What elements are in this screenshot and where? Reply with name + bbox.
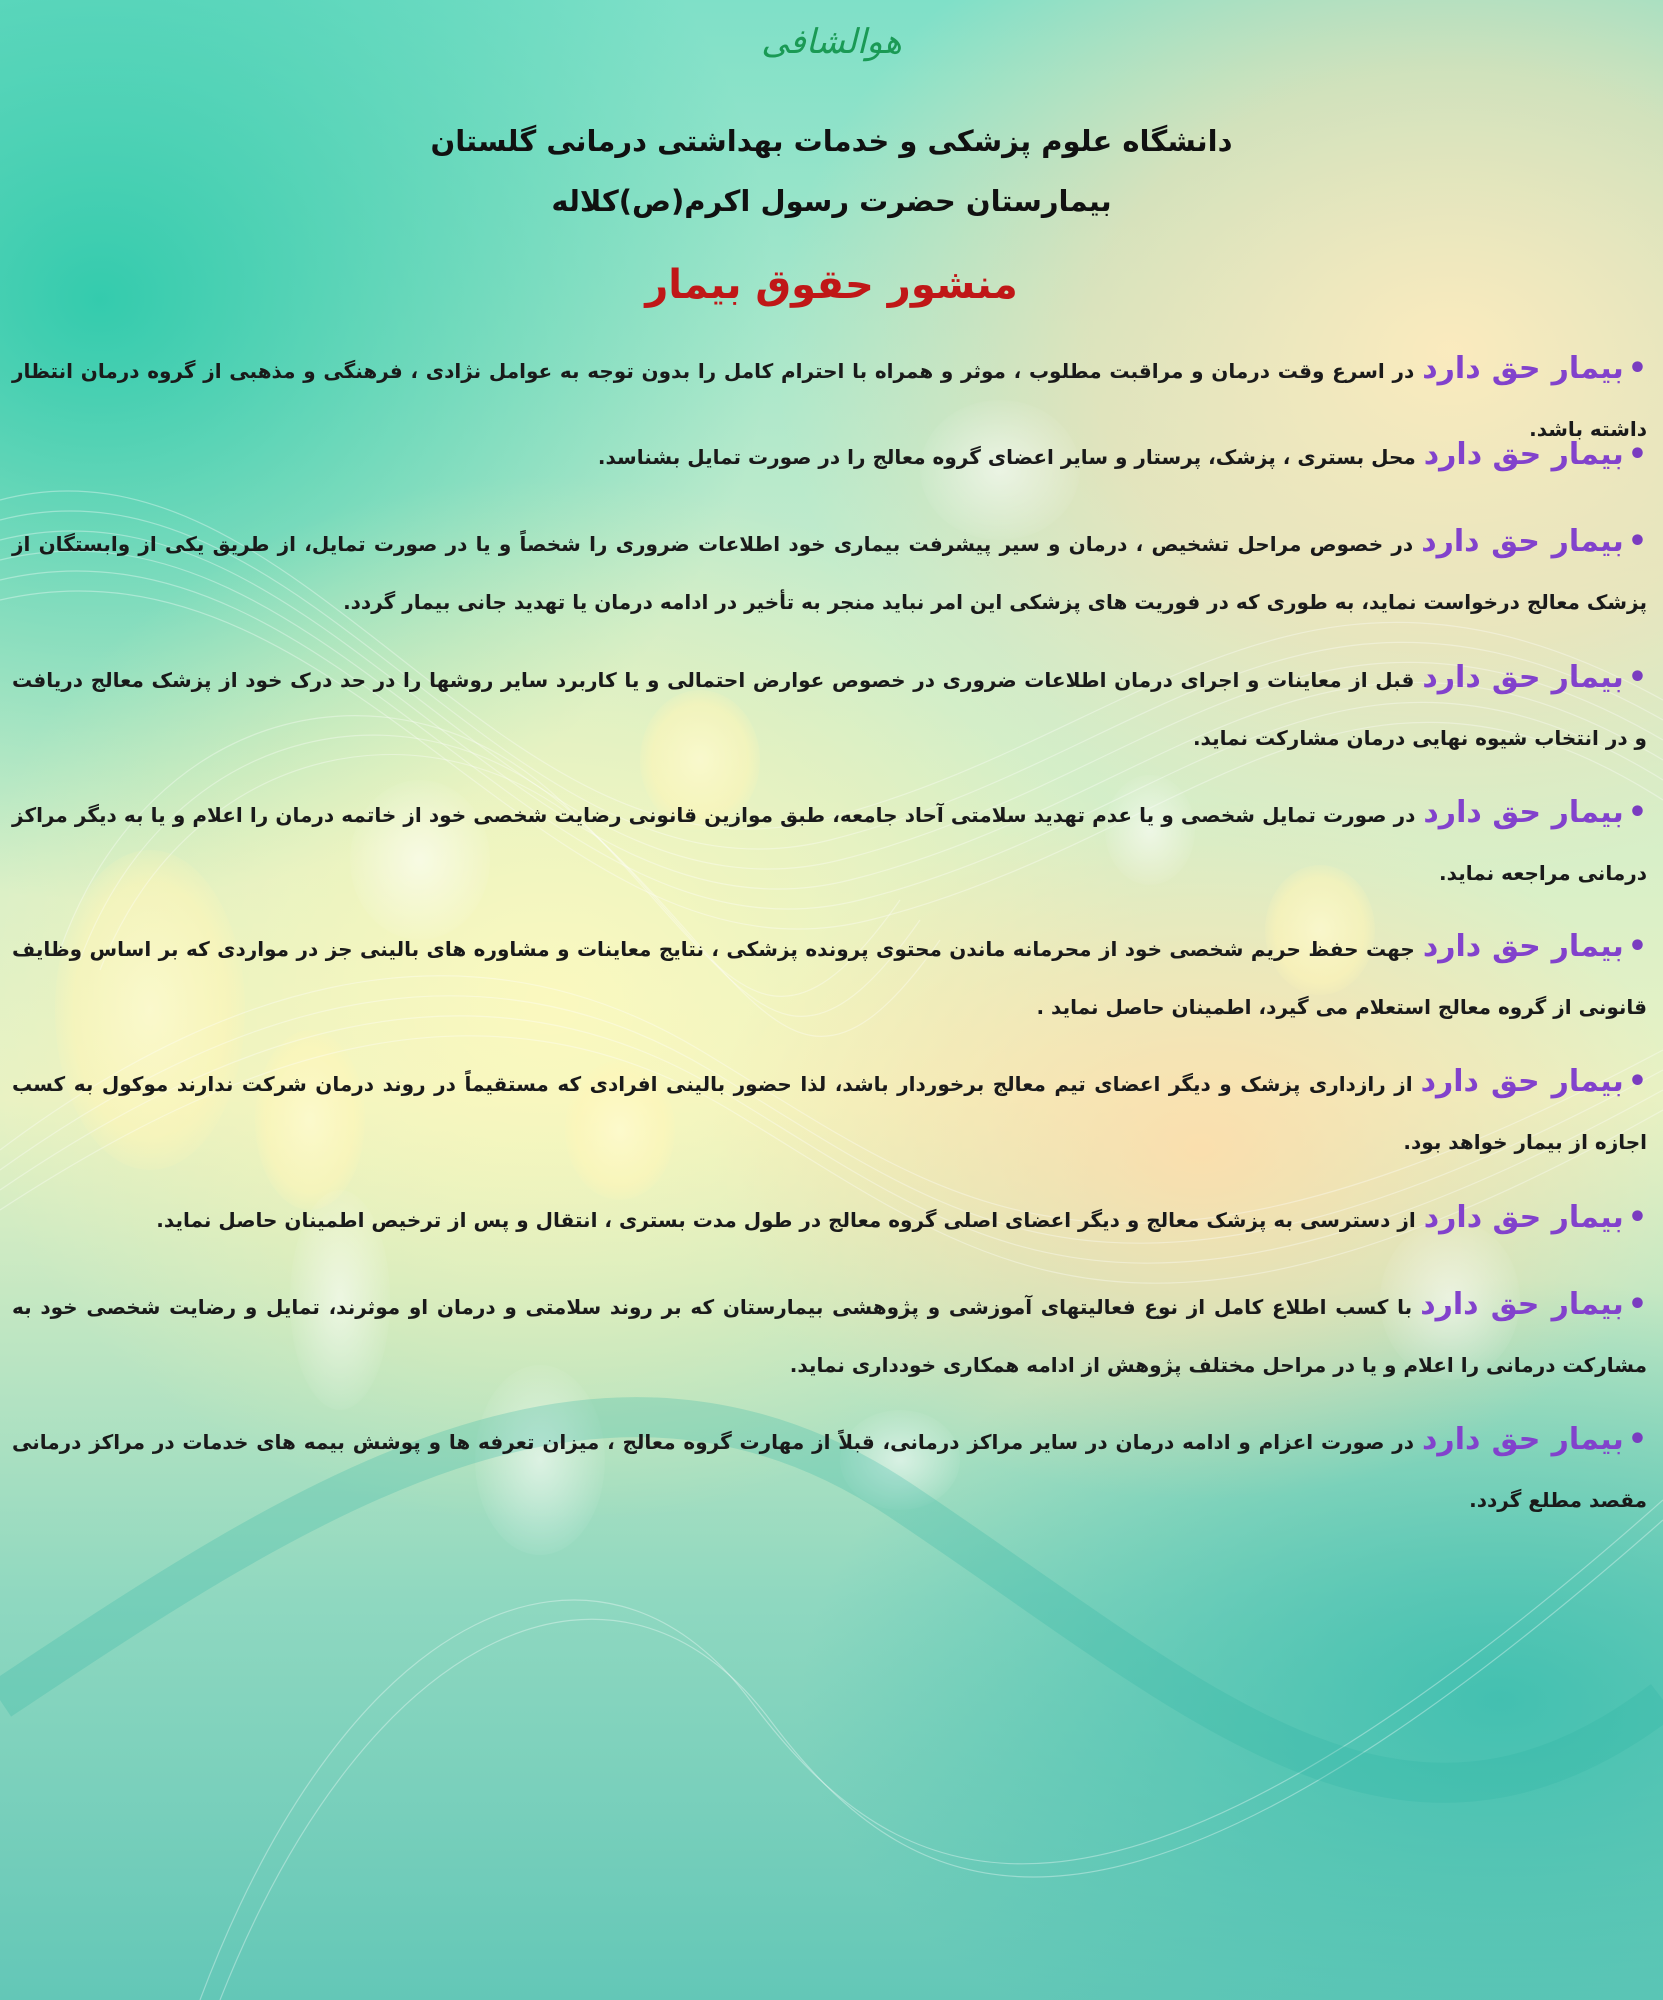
right-item-3: [12, 513, 1647, 631]
right-text: با کسب اطلاع کامل از نوع فعالیتهای آموزشی و پژوهشی بیمارستان که بر روند سلامتی و درمان او موثرند، تمایل و رضایت شخصی خود به مشارکت درمانی را اعلام و یا در مراحل مختلف پژوهش از ادامه همکاری خودداری نماید.: [12, 1295, 1647, 1377]
right-text: جهت حفظ حریم شخصی خود از محرمانه ماندن محتوی پرونده پزشکی ، نتایج معاینات و مشاوره های بالینی جز در مواردی که بر اساس وظایف قانونی از گروه معالج استعلام می گیرد، اطمینان حاصل نماید .: [12, 937, 1647, 1019]
bullet-icon: •: [1627, 437, 1647, 472]
right-text: در اسرع وقت درمان و مراقبت مطلوب ، موثر و همراه با احترام کامل را بدون توجه به عوامل نژادی ، فرهنگی و مذهبی از گروه درمان انتظار داشته باشد.: [12, 359, 1647, 441]
right-text: از رازداری پزشک و دیگر اعضای تیم معالج برخوردار باشد، لذا حضور بالینی افرادی که مستقیماً در روند درمان شرکت ندارند موکول به کسب اجازه از بیمار خواهد بود.: [12, 1072, 1647, 1154]
hospital-title: بیمارستان حضرت رسول اکرم(ص)کلاله: [551, 184, 1112, 218]
right-item-7: [12, 1053, 1647, 1171]
right-lead: بیمار حق دارد: [1423, 437, 1624, 472]
bullet-icon: •: [1627, 524, 1647, 559]
right-item-4: [12, 649, 1647, 767]
right-text: در صورت اعزام و ادامه درمان در سایر مراکز درمانی، قبلاً از مهارت گروه معالج ، میزان تعرفه ها و پوشش بیمه های خدمات در مراکز درمانی مقصد مطلع گردد.: [12, 1430, 1647, 1512]
right-lead: بیمار حق دارد: [1421, 524, 1624, 559]
right-lead: بیمار حق دارد: [1422, 660, 1624, 695]
right-lead: بیمار حق دارد: [1420, 1287, 1624, 1322]
right-text: از دسترسی به پزشک معالج و دیگر اعضای اصلی گروه معالج در طول مدت بستری ، انتقال و پس از ترخیص اطمینان حاصل نماید.: [156, 1208, 1416, 1232]
right-item-2: [12, 426, 1647, 486]
right-lead: بیمار حق دارد: [1422, 929, 1624, 964]
bullet-icon: •: [1627, 1287, 1648, 1322]
bullet-icon: •: [1627, 795, 1648, 830]
right-lead: بیمار حق دارد: [1423, 795, 1624, 830]
right-lead: بیمار حق دارد: [1422, 1422, 1624, 1457]
right-text: محل بستری ، پزشک، پرستار و سایر اعضای گروه معالج را در صورت تمایل بشناسد.: [597, 445, 1416, 469]
motto-heading: هوالشافی: [761, 22, 902, 62]
right-text: در صورت تمایل شخصی و یا عدم تهدید سلامتی آحاد جامعه، طبق موازین قانونی رضایت شخصی خود از خاتمه درمان را اعلام و یا به دیگر مراکز درمانی مراجعه نماید.: [12, 803, 1647, 885]
bullet-icon: •: [1627, 1064, 1647, 1099]
right-text: قبل از معاینات و اجرای درمان اطلاعات ضروری در خصوص عوارض احتمالی و یا کاربرد سایر روشها را در حد درک خود از پزشک معالج دریافت و در انتخاب شیوه نهایی درمان مشارکت نماید.: [12, 668, 1647, 750]
right-item-10: [12, 1411, 1647, 1529]
right-item-8: [12, 1189, 1647, 1249]
bullet-icon: •: [1627, 351, 1648, 386]
right-item-9: [12, 1276, 1647, 1394]
bullet-icon: •: [1627, 660, 1647, 695]
right-lead: بیمار حق دارد: [1422, 351, 1624, 386]
right-lead: بیمار حق دارد: [1423, 1200, 1624, 1235]
bullet-icon: •: [1627, 1422, 1647, 1457]
charter-title: منشور حقوق بیمار: [645, 262, 1018, 308]
right-lead: بیمار حق دارد: [1420, 1064, 1624, 1099]
right-item-5: [12, 784, 1647, 902]
university-title: دانشگاه علوم پزشکی و خدمات بهداشتی درمانی گلستان: [430, 124, 1233, 158]
right-text: در خصوص مراحل تشخیص ، درمان و سیر پیشرفت بیماری خود اطلاعات ضروری را شخصاً و یا در صورت تمایل، از طریق یکی از وابستگان از پزشک معالج درخواست نماید، به طوری که در فوریت های پزشکی این امر نباید منجر به تأخیر در ادامه درمان یا تهدید جانی بیمار گردد.: [12, 532, 1647, 614]
right-item-6: [12, 918, 1647, 1036]
bullet-icon: •: [1627, 1200, 1647, 1235]
bullet-icon: •: [1627, 929, 1647, 964]
